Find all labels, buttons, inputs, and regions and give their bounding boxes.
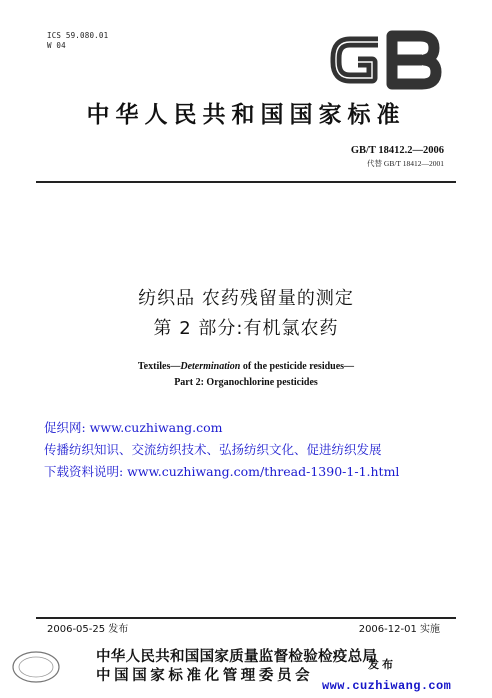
watermark-site-url[interactable]: www.cuzhiwang.com [322, 679, 452, 693]
issue-date: 2006-05-25 发布 [47, 624, 129, 635]
national-standard-title: 中华人民共和国国家标准 [86, 101, 406, 128]
top-divider [36, 181, 456, 183]
english-title-italic: Determination [180, 361, 241, 372]
standard-number: GB/T 18412.2—2006 [350, 145, 444, 156]
bottom-divider [36, 617, 456, 619]
promo-slogan: 传播纺织知识、交流纺织技术、弘扬纺织文化、促进纺织发展 [44, 442, 382, 457]
english-title-line1 [0, 361, 492, 372]
ics-code: ICS 59.080.01 [47, 31, 109, 40]
chinese-title-line1: 纺织品 农药残留量的测定 [138, 288, 354, 309]
gb-logo [328, 28, 446, 92]
ics-code-block [47, 31, 108, 51]
english-title-prefix: Textiles— [137, 361, 181, 372]
implement-date: 2006-12-01 实施 [358, 624, 440, 635]
classification-code: W 04 [47, 41, 66, 50]
chinese-title-line2: 第 2 部分:有机氯农药 [153, 318, 339, 339]
english-title-suffix: of the pesticide residues— [240, 361, 355, 372]
stamp-seal-icon [10, 648, 62, 686]
promo-site-link[interactable]: 促织网: www.cuzhiwang.com [44, 420, 223, 435]
replaces-standard: 代替 GB/T 18412—2001 [367, 159, 444, 168]
promo-download-link[interactable]: 下载资料说明: www.cuzhiwang.com/thread-1390-1-1.html [44, 464, 400, 479]
issuer-line1: 中华人民共和国国家质量监督检验检疫总局 [96, 649, 378, 665]
english-title-line2: Part 2: Organochlorine pesticides [174, 377, 318, 388]
issued-label: 发布 [368, 658, 396, 671]
issuer-line2: 中国国家标准化管理委员会 [96, 668, 314, 684]
